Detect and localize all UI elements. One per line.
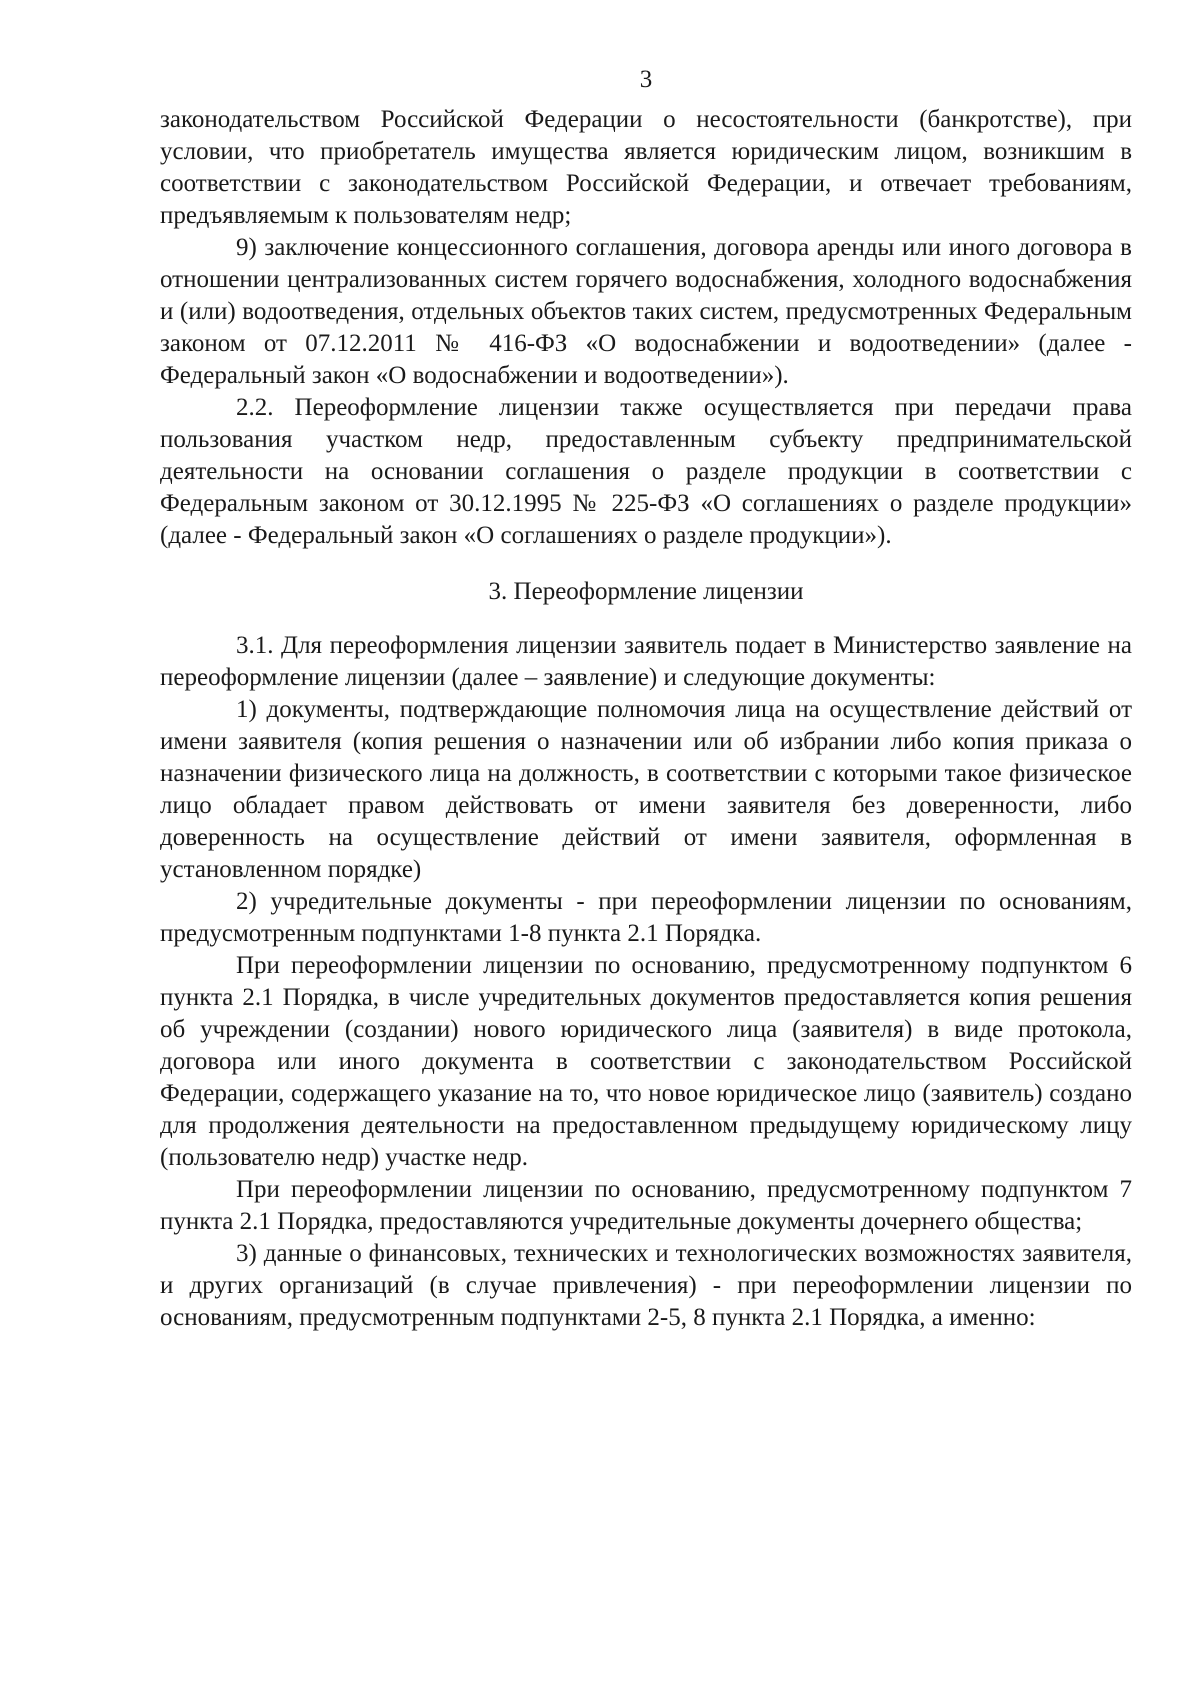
document-page	[160, 64, 1132, 1334]
paragraph-continuation: законодательством Российской Федерации о несостоятельности (банкротстве), при условии, что приобретатель имущества является юридическим лицом, возникшим в соответствии с законодательством Российской Федерации, и отвечает требованиям, предъявляемым к пользователям недр;	[160, 106, 1132, 229]
page-number: 3	[639, 66, 653, 93]
paragraph-item-2: 2) учредительные документы - при переоформлении лицензии по основаниям, предусмотренным подпунктами 1-8 пункта 2.1 Порядка.	[160, 888, 1132, 947]
paragraph-item-2-note-1: При переоформлении лицензии по основанию, предусмотренному подпунктом 6 пункта 2.1 Порядка, в числе учредительных документов предоставляется копия решения об учреждении (создании) нового юридического лица (заявителя) в виде протокола, договора или иного документа в соответствии с законодательством Российской Федерации, содержащего указание на то, что новое юридическое лицо (заявитель) создано для продолжения деятельности на предоставленном предыдущему юридическому лицу (пользователю недр) участке недр.	[160, 952, 1132, 1171]
paragraph-item-1: 1) документы, подтверждающие полномочия лица на осуществление действий от имени заявителя (копия решения о назначении или об избрании либо копия приказа о назначении физического лица на должность, в соответствии с которыми такое физическое лицо обладает правом действовать от имени заявителя без доверенности, либо доверенность на осуществление действий от имени заявителя, оформленная в установленном порядке)	[160, 696, 1132, 883]
paragraph-item-9: 9) заключение концессионного соглашения, договора аренды или иного договора в отношении централизованных систем горячего водоснабжения, холодного водоснабжения и (или) водоотведения, отдельных объектов таких систем, предусмотренных Федеральным законом от 07.12.2011 № 416-ФЗ «О водоснабжении и водоотведении» (далее - Федеральный закон «О водоснабжении и водоотведении»).	[160, 234, 1132, 389]
section-heading: 3. Переоформление лицензии	[488, 578, 804, 605]
paragraph-item-3: 3) данные о финансовых, технических и технологических возможностях заявителя, и других организаций (в случае привлечения) - при переоформлении лицензии по основаниям, предусмотренным подпунктами 2-5, 8 пункта 2.1 Порядка, а именно:	[160, 1240, 1132, 1331]
paragraph-2-2: 2.2. Переоформление лицензии также осуществляется при передачи права пользования участком недр, предоставленным субъекту предпринимательской деятельности на основании соглашения о разделе продукции в соответствии с Федеральным законом от 30.12.1995 № 225-ФЗ «О соглашениях о разделе продукции» (далее - Федеральный закон «О соглашениях о разделе продукции»).	[160, 394, 1132, 549]
paragraph-item-2-note-2: При переоформлении лицензии по основанию, предусмотренному подпунктом 7 пункта 2.1 Порядка, предоставляются учредительные документы дочернего общества;	[160, 1176, 1132, 1235]
paragraph-3-1: 3.1. Для переоформления лицензии заявитель подает в Министерство заявление на переоформление лицензии (далее – заявление) и следующие документы:	[160, 632, 1132, 691]
